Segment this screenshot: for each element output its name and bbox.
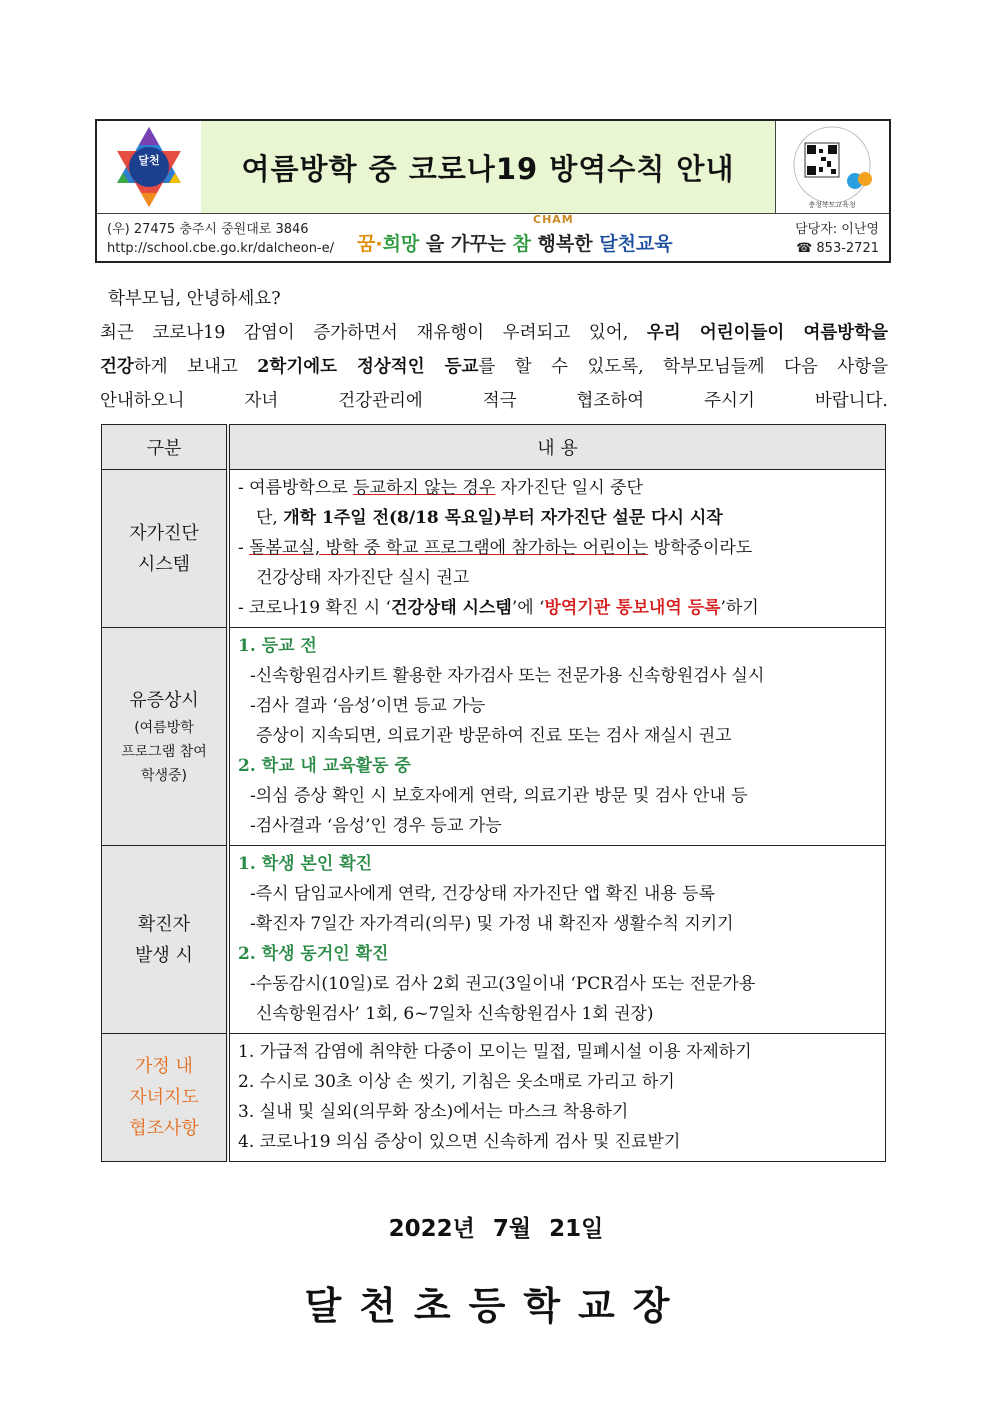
intro-line-2: 건강하게 보내고 2학기에도 정상적인 등교를 할 수 있도록, 학부모님들께 다음 사항을	[100, 357, 888, 377]
section-heading: 1. 등교 전	[238, 636, 317, 656]
table-row-symptoms	[102, 628, 886, 846]
list-item: 4. 코로나19 의심 증상이 있으면 신속하게 검사 및 진료받기	[238, 1132, 681, 1152]
title-banner	[201, 121, 776, 213]
table-row-confirmed	[102, 846, 886, 1034]
header-category: 구분	[102, 425, 229, 470]
slogan-cham: CHAM	[533, 213, 574, 226]
list-item: -즉시 담임교사에게 연락, 건강상태 자가진단 앱 확진 내용 등록	[250, 884, 715, 904]
intro-text	[100, 282, 888, 418]
section-heading: 2. 학생 동거인 확진	[238, 944, 389, 964]
section-heading: 2. 학교 내 교육활동 중	[238, 756, 411, 776]
list-item: - 돌봄교실, 방학 중 학교 프로그램에 참가하는 어린이는 방학중이라도	[238, 538, 753, 558]
list-item: 3. 실내 및 실외(의무화 장소)에서는 마스크 착용하기	[238, 1102, 629, 1122]
letterhead	[95, 119, 891, 263]
list-item: 1. 가급적 감염에 취약한 다중이 모이는 밀접, 밀폐시설 이용 자제하기	[238, 1042, 752, 1062]
list-item: 증상이 지속되면, 의료기관 방문하여 진료 또는 검사 재실시 권고	[256, 726, 732, 746]
list-item: - 코로나19 확진 시 ‘건강상태 시스템’에 ‘방역기관 통보내역 등록’하기	[238, 598, 759, 618]
office-emblem	[775, 121, 889, 213]
list-item: - 여름방학으로 등교하지 않는 경우 자가진단 일시 중단	[238, 478, 643, 498]
document-date: 2022년 7월 21일	[388, 1216, 604, 1242]
page-title: 여름방학 중 코로나19 방역수칙 안내	[241, 151, 735, 186]
list-item: 건강상태 자가진단 실시 권고	[256, 568, 470, 588]
greeting: 학부모님, 안녕하세요?	[108, 289, 281, 309]
list-item: 단, 개학 1주일 전(8/18 목요일)부터 자가진단 설문 다시 시작	[256, 508, 723, 528]
content-symptoms	[228, 628, 886, 846]
intro-line-1: 최근 코로나19 감염이 증가하면서 재유행이 우려되고 있어, 우리 어린이들이 여름방학을	[100, 323, 888, 343]
school-principal-signature: 달천초등학교장	[304, 1284, 688, 1328]
qr-code-icon	[775, 121, 889, 213]
content-home-guidance	[228, 1034, 886, 1162]
table-row-self-diagnosis	[102, 470, 886, 628]
school-address: (우) 27475 충주시 중원대로 3846	[107, 222, 309, 237]
school-slogan: 꿈·희망 을 가꾸는 참 CHAM 행복한 달천교육	[357, 213, 673, 255]
phone-number: ☎ 853-2721	[796, 241, 879, 256]
school-logo	[97, 121, 202, 213]
letterhead-top	[97, 121, 889, 214]
list-item: -수동감시(10일)로 검사 2회 권고(3일이내 ‘PCR검사 또는 전문가용	[250, 974, 756, 994]
school-url[interactable]: http://school.cbe.go.kr/dalcheon-e/	[107, 241, 335, 256]
table-row-home-guidance	[102, 1034, 886, 1162]
category-symptoms: 유증상시 (여름방학 프로그램 참여 학생중)	[102, 628, 229, 846]
header-content: 내 용	[228, 425, 886, 470]
staff-contact: 담당자: 이난영	[795, 222, 879, 237]
star-logo-icon	[97, 121, 201, 213]
list-item: 신속항원검사’ 1회, 6~7일차 신속항원검사 1회 권장)	[256, 1004, 654, 1024]
list-item: -신속항원검사키트 활용한 자가검사 또는 전문가용 신속항원검사 실시	[250, 666, 765, 686]
svg-text:충청북도교육청: 충청북도교육청	[808, 201, 856, 209]
intro-line-3: 안내하오니 자녀 건강관리에 적극 협조하여 주시기 바랍니다.	[100, 391, 888, 411]
list-item: -검사 결과 ‘음성’이면 등교 가능	[250, 696, 486, 716]
list-item: -의심 증상 확인 시 보호자에게 연락, 의료기관 방문 및 검사 안내 등	[250, 786, 748, 806]
list-item: -확진자 7일간 자가격리(의무) 및 가정 내 확진자 생활수칙 지키기	[250, 914, 734, 934]
category-home-guidance: 가정 내 자녀지도 협조사항	[102, 1034, 229, 1162]
section-heading: 1. 학생 본인 확진	[238, 854, 373, 874]
letterhead-info	[97, 213, 889, 261]
content-confirmed	[228, 846, 886, 1034]
category-confirmed: 확진자 발생 시	[102, 846, 229, 1034]
category-self-diagnosis: 자가진단 시스템	[102, 470, 229, 628]
guideline-table	[101, 424, 886, 1162]
content-self-diagnosis	[228, 470, 886, 628]
list-item: -검사결과 ‘음성’인 경우 등교 가능	[250, 816, 502, 836]
table-header-row	[102, 425, 886, 470]
list-item: 2. 수시로 30초 이상 손 씻기, 기침은 옷소매로 가리고 하기	[238, 1072, 675, 1092]
svg-text:달천: 달천	[138, 154, 160, 167]
